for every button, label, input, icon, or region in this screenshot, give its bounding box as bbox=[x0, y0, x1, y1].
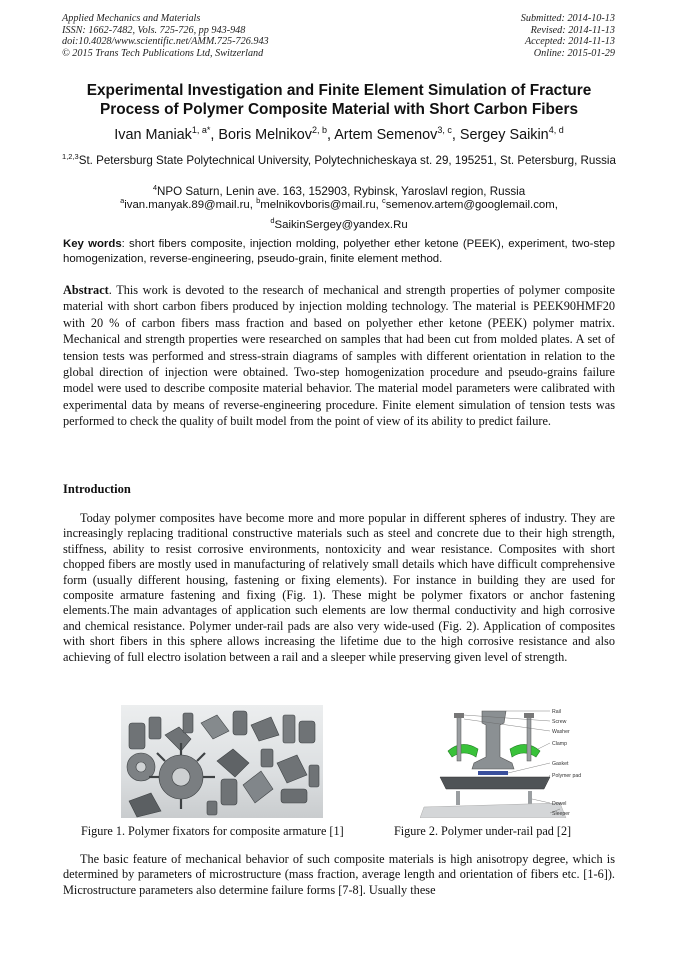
journal-header-left bbox=[62, 13, 269, 59]
date-submitted: Submitted: 2014-10-13 bbox=[520, 13, 615, 24]
author-sup: 1, a* bbox=[191, 125, 211, 135]
email-link[interactable]: semenov.artem@googlemail.com, bbox=[385, 198, 558, 211]
keywords-text: : short fibers composite, injection molding, polyether ether ketone (PEEK), experiment, two-step homogenization, reverse-engineering, pseudo-grain, finite element method. bbox=[63, 238, 615, 266]
author-name: Artem Semenov bbox=[334, 126, 438, 143]
abstract-text: . This work is devoted to the research of mechanical and strength properties of polymer composite material with short carbon fibers produced by injection molding technology. The material is PEEK90HMF20 with 20 % of carbon fibers mass fraction and based on polyether ether ketone (PEEK) polymer matrix. Mechanical and strength properties were researched on samples that had been cut from molded plates. A set of tension tests was performed and stress-strain diagrams of samples with different orientation in relation to the global direction of injection were obtained. Two-step homogenization procedure and pseudo-grains failure model were used to describe composite material behavior. The material model parameters were calibrated with experimental data by means of reverse-engineering procedure. Finite element simulation of tension tests was performed to check the quality of built model from the point of view of its ability to predict failure. bbox=[63, 283, 615, 429]
journal-doi: doi:10.4028/www.scientific.net/AMM.725-726.943 bbox=[62, 36, 269, 48]
journal-copyright: © 2015 Trans Tech Publications Ltd, Switzerland bbox=[62, 47, 264, 59]
section-heading-introduction: Introduction bbox=[63, 482, 131, 496]
fig2-label: Sleeper bbox=[552, 811, 570, 817]
abstract bbox=[63, 282, 615, 430]
author-sup: 4, d bbox=[548, 125, 564, 135]
fig2-label: Polymer pad bbox=[552, 773, 582, 779]
figure-2-image bbox=[420, 705, 590, 818]
fig2-label: Screw bbox=[552, 719, 567, 725]
keywords bbox=[63, 237, 615, 268]
email-sup: a bbox=[120, 196, 125, 205]
email-sup: b bbox=[256, 196, 261, 205]
keywords-label: Key words bbox=[63, 238, 122, 250]
author-name: Ivan Maniak bbox=[114, 126, 192, 143]
email-link[interactable]: SaikinSergey@yandex.Ru bbox=[274, 218, 408, 231]
author-sup: 3, c bbox=[437, 125, 452, 135]
affiliation-1 bbox=[40, 149, 638, 168]
email-link[interactable]: ivan.manyak.89@mail.ru, bbox=[124, 198, 253, 211]
author-sup: 2, b bbox=[311, 125, 327, 135]
fixators-illustration bbox=[121, 705, 323, 818]
author-name: Boris Melnikov bbox=[218, 126, 312, 143]
fig2-label: Dowel bbox=[552, 801, 567, 807]
fig2-label: Washer bbox=[552, 729, 570, 735]
paper-title bbox=[40, 82, 638, 119]
title-line-1: Experimental Investigation and Finite Element Simulation of Fracture bbox=[86, 82, 592, 99]
author-name: Sergey Saikin bbox=[459, 126, 549, 143]
affiliation-sup: 1,2,3 bbox=[62, 152, 79, 161]
author-list: Ivan Maniak$^{1, a*}$, Boris Melnikov$^{2, b}$, Artem Semenov$^{3, c}$, Sergey Saikin$^{4, d}$ bbox=[114, 125, 564, 143]
email-sup: c bbox=[382, 196, 386, 205]
journal-name: Applied Mechanics and Materials bbox=[62, 13, 201, 24]
figure-2-caption: Figure 2. Polymer under-rail pad [2] bbox=[394, 824, 572, 838]
title-line-2: Process of Polymer Composite Material with Short Carbon Fibers bbox=[99, 100, 579, 118]
journal-issn: ISSN: 1662-7482, Vols. 725-726, pp 943-948 bbox=[62, 24, 246, 36]
email-list bbox=[40, 193, 638, 233]
paragraph: Today polymer composites have become more and more popular in different spheres of industry. They are increasingly replacing traditional constructive materials such as steel and concrete due to their high strength, stiffness, ability to resist corrosive environments, nontoxicity and wear resistance. Composites with short chopped fibers are mostly used in manufacturing of relatively small details which have difficult comprehensive form (usually different housing, fastening or fixing elements). For instance in building they are used for composite armature fastening and fixing (Fig. 1). These might be polymer fixators or anchor fastening elements.The main advantages of application such elements are low thermal conductivity and high corrosive and chemical resistance. Polymer under-rail pads are also very wide-used (Fig. 2). Application of composites with short fibers in this sphere allows increasing the lifetime due to the high corrosive resistance and also achieving of full electro isolation between a rail and a sleeper while preserving given level of strength. bbox=[63, 511, 615, 664]
journal-header-right bbox=[521, 13, 615, 59]
paragraph: The basic feature of mechanical behavior of such composite materials is high anisotropy degree, which is determined by parameters of microstructure (mass fraction, average length and orientation of fibers etc. [1-6]). Microstructure parameters also determine failure forms [7-8]. Usually these bbox=[63, 852, 615, 897]
affiliation-text: St. Petersburg State Polytechnical University, Polytechnicheskaya st. 29, 195251, St. Petersburg, Russia bbox=[78, 153, 616, 167]
date-online: Online: 2015-01-29 bbox=[533, 47, 615, 59]
affiliation-text: NPO Saturn, Lenin ave. 163, 152903, Rybinsk, Yaroslavl region, Russia bbox=[156, 184, 526, 198]
email-sup: d bbox=[270, 216, 275, 225]
abstract-label: Abstract bbox=[63, 283, 109, 297]
affiliation-sup: 4 bbox=[152, 183, 157, 192]
date-revised: Revised: 2014-11-13 bbox=[530, 24, 615, 36]
fig2-label: Gasket bbox=[552, 761, 569, 767]
date-accepted: Accepted: 2014-11-13 bbox=[524, 36, 615, 48]
rail-pad-illustration bbox=[420, 705, 590, 818]
fig2-label: Clamp bbox=[552, 741, 567, 747]
figure-1-caption: Figure 1. Polymer fixators for composite armature [1] bbox=[81, 824, 344, 838]
email-link[interactable]: melnikovboris@mail.ru, bbox=[260, 198, 379, 211]
figure-1-image bbox=[121, 705, 323, 818]
fig2-label: Rail bbox=[552, 709, 561, 715]
